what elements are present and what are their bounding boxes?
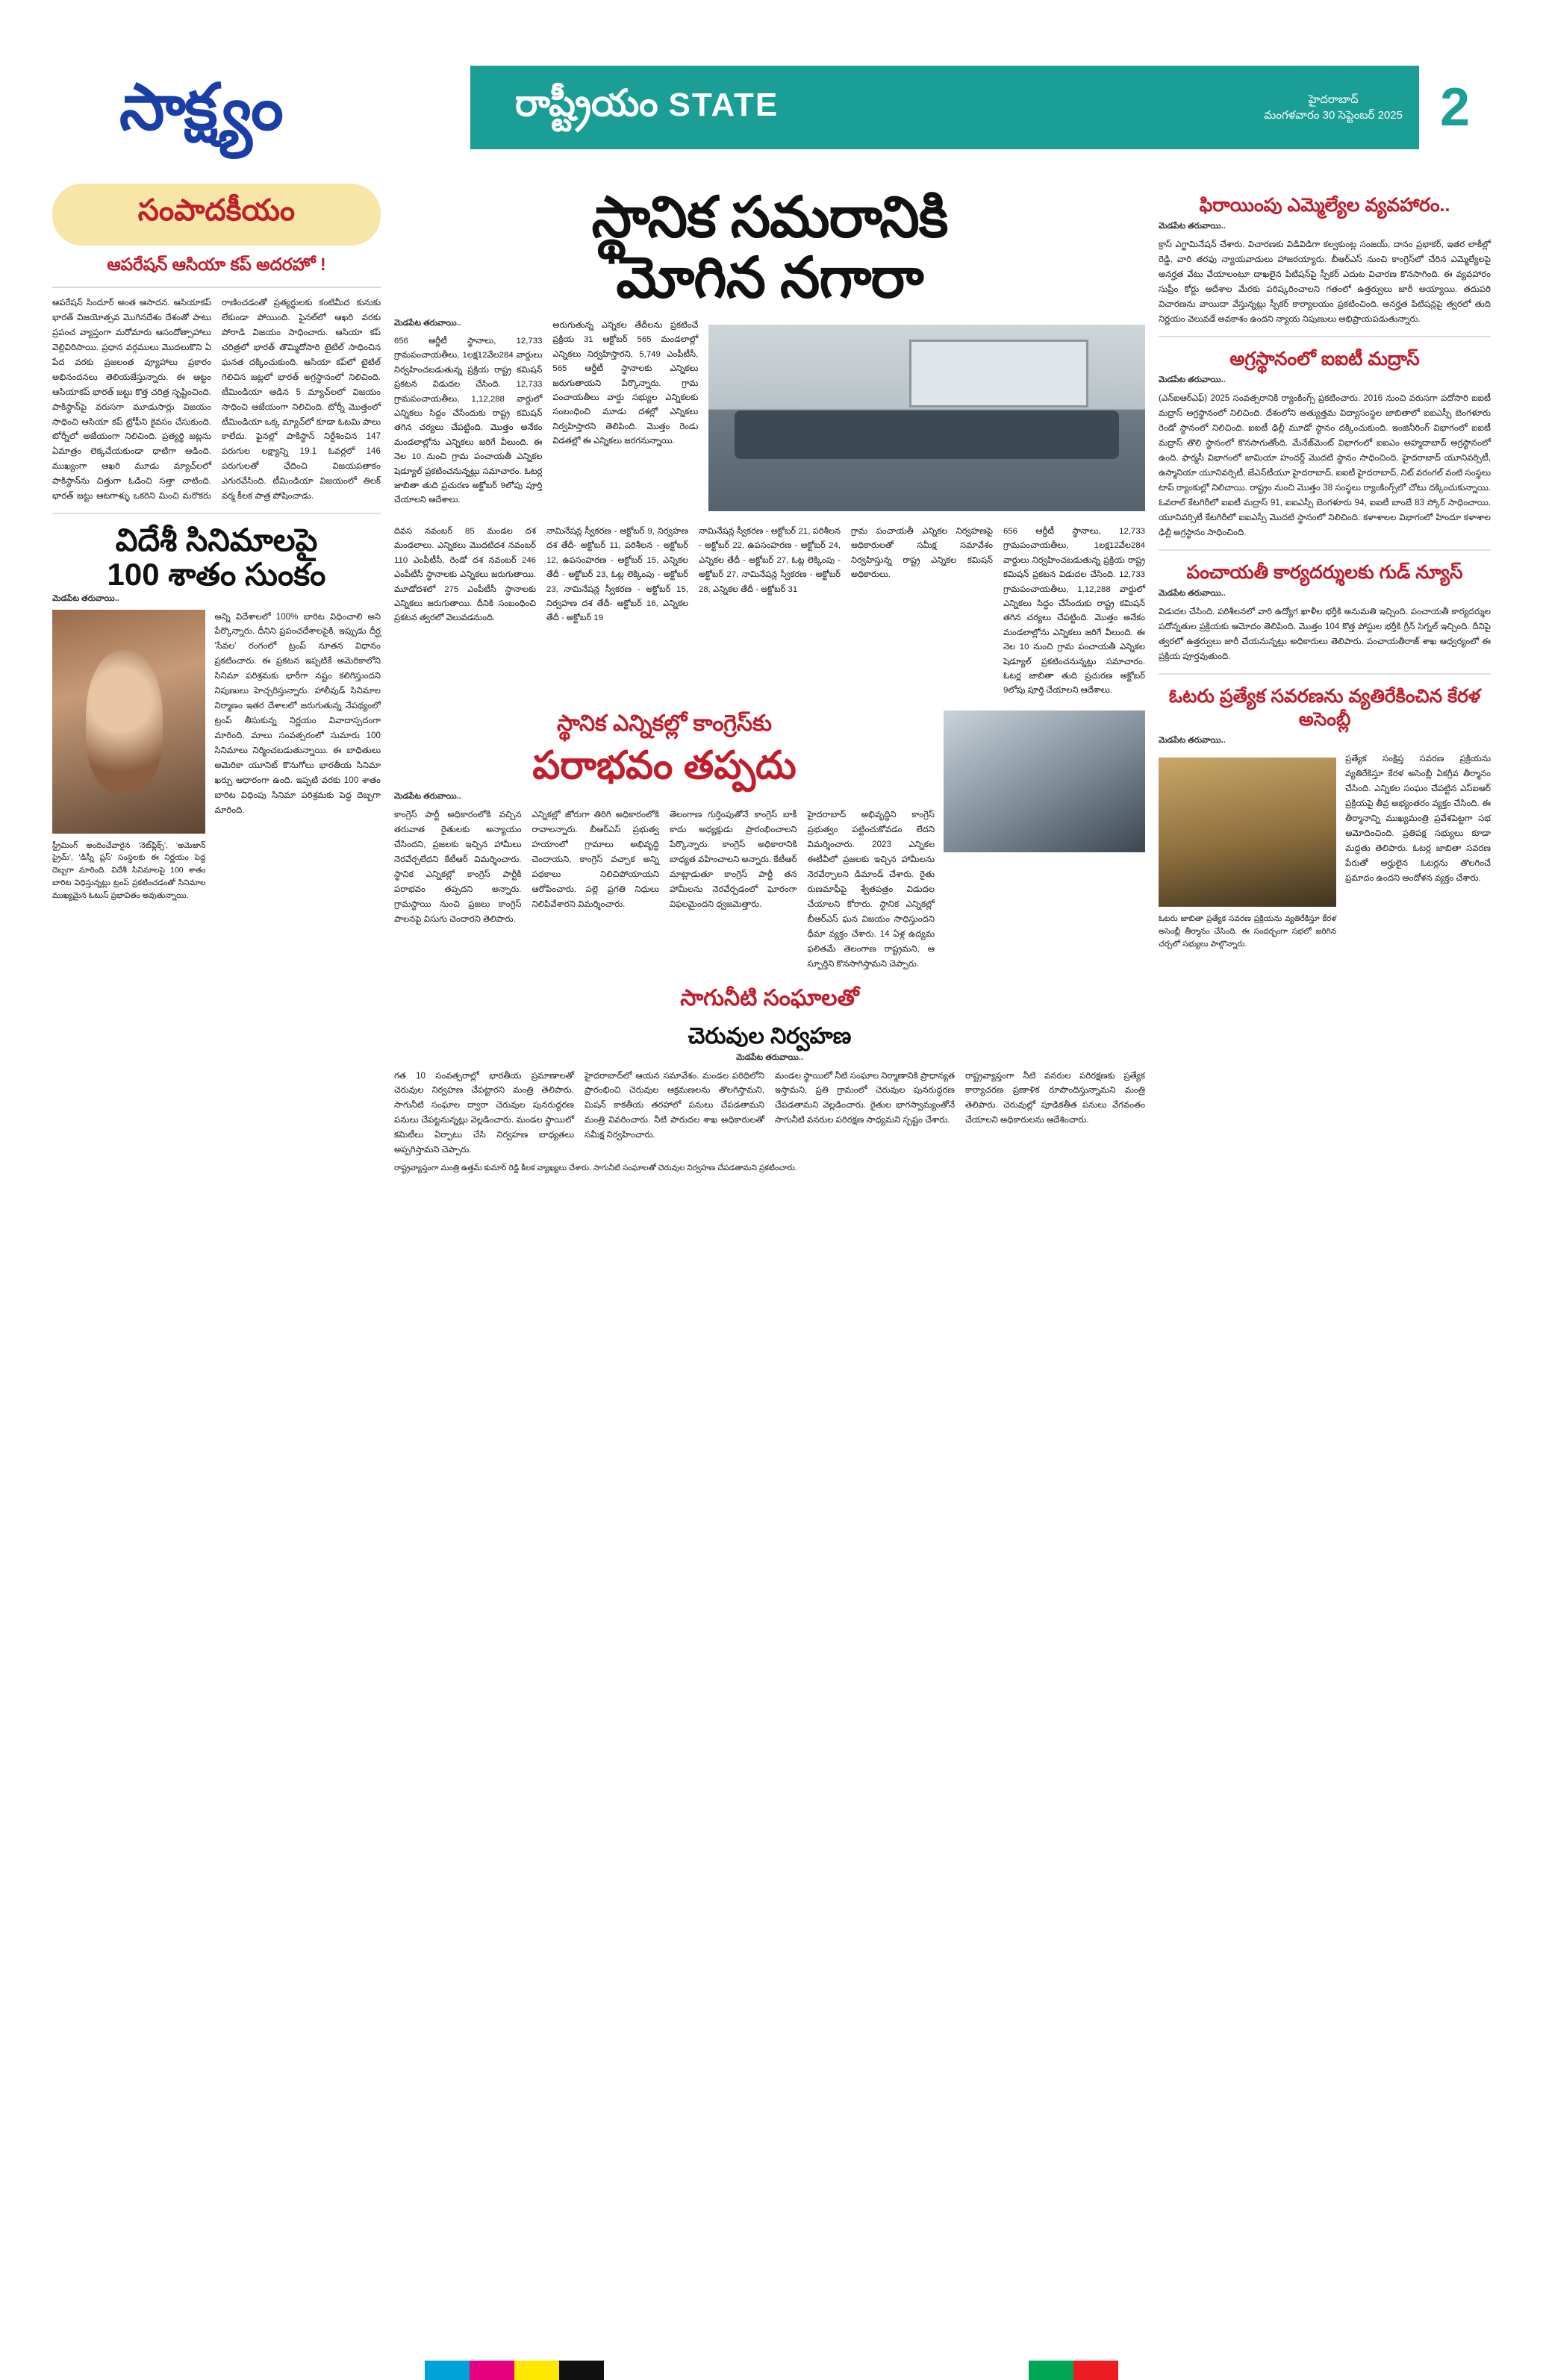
lead-col-2: అరుగుతున్న ఎన్నికల తేదీలను ప్రకటించే ప్రక్రియ 31 ఆక్టోబర్ 565 మండలాల్లో ఎన్నికలు నిర్వహిస్తారని, 5,749 ఎంపీటీసీ, 565 ఆర్డీటీ స్థానాలకు ఎన్నికలు జరుగుతాయని పేర్కొన్నారు. గ్రామ పంచాయతీలు వార్డు సభ్యుల ఎన్నికలకు సంబంధించి మూడు దశల్లో ఎన్నికలు నిర్వహిస్తారని తెలిపింది. మొత్తం రెండు విడతల్లో ఈ ఎన్నికలు జరగనున్నాయి. [552, 321, 699, 446]
logo-text: సాక్ష్యం [119, 72, 282, 143]
water-col-4: రాష్ట్రవ్యాప్తంగా నీటి వనరుల పరిరక్షణకు ప్రత్యేక కార్యాచరణ ప్రణాళిక రూపొందిస్తున్నామని మంత్రి తెలిపారు. చెరువుల్లో పూడికతీత పనులు వేగవంతం చేయాలని అధికారులను ఆదేశించారు. [965, 1070, 1145, 1125]
masthead [52, 45, 1491, 170]
right-section-4-byline: మెడపేట తరువాయి.. [1159, 736, 1226, 745]
congress-col-3: తెలంగాణ గుర్తింపుతోనే కాంగ్రెస్ బాకీ కాదు అధ్యక్షుడు ప్రారంభించాలని పేర్కొన్నారు. కాంగ్రెస్ అధికారానికి బాధ్యత వహించాలని అన్నారు. కేటీఆర్ మాట్లాడుతూ కాంగ్రెస్ పార్టీ తన హామీలను నెరవేర్చడంలో ఘోరంగా విఫలమైందని ధ్వజమెత్తారు. [670, 810, 797, 910]
editorial-badge [52, 184, 381, 246]
lead-byline: మెడపేట తరువాయి.. [394, 319, 461, 328]
right-section-3-byline: మెడపేట తరువాయి.. [1159, 588, 1226, 598]
right-section-4-body: ప్రత్యేక సంక్షిప్త సవరణ ప్రక్రియను వ్యతిరేకిస్తూ కేరళ అసెంబ్లీ ఏకగ్రీవ తీర్మానం చేసింది. ఎన్నికల సంఘం చేపట్టిన ఎస్ఐఆర్ ప్రక్రియపై తీవ్ర అభ్యంతరం వ్యక్తం చేసింది. ఈ తీర్మానాన్ని ముఖ్యమంత్రి ప్రవేశపెట్టగా సభ ఆమోదించింది. ప్రతిపక్ష సభ్యులు కూడా మద్దతు తెలిపారు. ఓటర్ల జాబితా సవరణ పేరుతో అర్హులైన ఓటర్లను తొలగించే ప్రమాదం ఉందని ఆందోళన వ్యక్తం చేశారు. [1345, 754, 1491, 883]
lead-col-4: నామినేషన్ల స్వీకరణ - అక్టోబర్ 9, నిర్వహణ దశ తేదీ- అక్టోబర్ 11, పరిశీలన - అక్టోబర్ 12, ఉపసంహరణ - అక్టోబర్ 15, ఎన్నికల తేదీ - అక్టోబర్ 23, ఓట్ల లెక్కింపు - అక్టోబర్ 23, నామినేషన్ల స్వీకరణ - అక్టోబర్ 15, నిర్వహణ దశ తేదీ- అక్టోబర్ 16, ఎన్నికల తేదీ - అక్టోబర్ 19 [546, 527, 688, 623]
water-caption: రాష్ట్రవ్యాప్తంగా మంత్రి ఉత్తమ్ కుమార్ రెడ్డి కీలక వ్యాఖ్యలు చేశారు. సాగునీటి సంఘాలతో చెరువుల నిర్వహణ చేపడతామని ప్రకటించారు. [394, 1164, 797, 1173]
water-col-1: గత 10 సంవత్సరాల్లో భారతీయ ప్రమాణాలతో చెరువుల నిర్వహణ చేపట్టారని మంత్రి తెలిపారు. సాగునీటి సంఘాల ద్వారా చెరువుల పునరుద్ధరణ పనులు చేపట్టనున్నట్లు వెల్లడించారు. మండల స్థాయిలో కమిటీలు ఏర్పాటు చేసి నిర్వహణ బాధ్యతలు అప్పగిస్తామని చెప్పారు. [394, 1070, 574, 1155]
edition-date: మంగళవారం 30 సెప్టెంబర్ 2025 [1264, 109, 1403, 122]
foreign-film-headline-line2: 100 శాతం సుంకం [107, 557, 326, 593]
editorial-body: ఆపరేషన్ సిందూర్ అంత ఆసాదన. ఆసియాకప్ భారత్ విజయోత్సవ మొగినదేశం దేశంతో పాటు ప్రపంచ వ్యాప్తంగా మరోమారు ఆసందోత్సాహాలు వెల్లివిరిసాయి. ప్రధాన వర్గములు మొదలుకొని ఏ పేద వరకు ప్రజలంత వ్యూహాలు ప్రకారం అభినందనలు తెలియజేస్తున్నారు. ఈ ఆట్టం ఆసియాకప్ భారత్ జట్టు కొత్త చరిత్ర సృష్టించింది. పాకిస్థాన్‌పై వరుసగా మూడుసార్లు విజయం సాధించి ఆసియా కప్ ట్రోఫీని కైవసం చేసుకుంది. టోర్నీలో అజేయంగా నిలిచింది. ప్రత్యర్థి జట్లను ఏమాత్రం లెక్కచేయకుండా ధాటిగా ఆడింది. ముఖ్యంగా ఆఖరి మూడు మ్యాచ్‌లలో పాకిస్థాన్‌ను చిత్తుగా ఓడించి సత్తా చాటింది. భారత్ జట్టు ఆటగాళ్ళు ఒకరిని మించి మరొకరు రాణించడంతో ప్రత్యర్థులకు కంటిమీద కునుకు లేకుండా పోయింది. ఫైనల్‌లో ఆఖరి వరకు పోరాడి విజయం సాధించారు. ఆసియా కప్ చరిత్రలో భారత్ తొమ్మిదోసారి టైటిల్ సాధించిన ఘనత దక్కించుకుంది. ఆసియా కప్‌లో టైటిల్ గెలిచిన జట్లలో భారత్ అగ్రస్థానంలో నిలిచింది. టీమిండియా ఆడిన 5 మ్యాచ్‌లలో విజయం సాధించి ఆజేయంగా నిలిచింది. టోర్నీ మొత్తంలో టీమిండియా ఒక్క మ్యాచ్‌లో కూడా ఓటమి పాలు కాలేదు. ఫైనల్లో పాకిస్థాన్ నిర్దేశించిన 147 పరుగుల లక్ష్యాన్ని 19.1 ఓవర్లలో 146 పరుగులతో ఛేదించి విజయపతాకం ఎగురవేసింది. టీమిండియా విజయంలో తిలక్ వర్మ కీలక పాత్ర పోషించాడు. [52, 298, 381, 502]
divider [52, 513, 381, 514]
foreign-film-headline-line1: విదేశీ సినిమాలపై [115, 522, 318, 558]
editorial-column [52, 184, 381, 1175]
right-column [1159, 184, 1491, 1175]
section-title [515, 81, 779, 134]
ktr-photo [944, 710, 1145, 852]
page-number: 2 [1419, 66, 1491, 149]
water-headline-line2: చెరువుల నిర్వహణ [688, 1024, 852, 1049]
divider [1159, 673, 1491, 675]
congress-byline: మెడపేట తరువాయి.. [394, 792, 461, 802]
foreign-film-headline [52, 523, 381, 592]
lead-photo-caption: గ్రామ పంచాయతీ ఎన్నికల నిర్వహణపై అధికారులతో సమీక్ష సమావేశం నిర్వహిస్తున్న రాష్ట్ర ఎన్నికల కమిషన్ అధికారులు. [851, 527, 993, 580]
lead-col-1: 656 ఆర్డీటీ స్థానాలు, 12,733 గ్రామపంచాయతీలు, 1లక్ష12వేల284 వార్డులు నిర్వహించబడుతున్న ప్రక్రియ రాష్ట్ర కమిషన్ ప్రకటన విడుదల చేసింది. 12,733 గ్రామపంచాయతీలు, 1,12,288 వార్డులో ఎన్నికలు సిద్దం చేసేందుకు రాష్ట్ర కమిషన్ తగిన చర్యలు చేపట్టింది. మొత్తం అనేకం మండలాల్లోను ఎన్నికలు జరిగే వీలుంది. ఈ నెల 10 నుంచి గ్రామ పంచాయతీ ఎన్నికల షెడ్యూల్ ప్రకటించనున్నట్లు సమాచారం. ఓటర్ల జాబితా తుది ప్రచురణ అక్టోబర్ 9లోపు పూర్తి చేయాలని ఆదేశాలు. [394, 337, 543, 505]
section-title-english: STATE [668, 86, 779, 123]
kerala-assembly-caption: ఓటరు జాబితా ప్రత్యేక సవరణ ప్రక్రియను వ్యతిరేకిస్తూ కేరళ అసెంబ్లీ తీర్మానం చేసింది. ఈ సందర్భంగా సభలో జరిగిన చర్చలో సభ్యులు పాల్గొన్నారు. [1159, 914, 1337, 949]
right-section-3-title: పంచాయతీ కార్యదర్శులకు గుడ్ న్యూస్ [1186, 561, 1463, 583]
print-registration-bar [0, 2361, 1543, 2380]
lead-headline [394, 188, 1145, 308]
editorial-badge-label: సంపాదకీయం [137, 194, 296, 227]
water-col-3: మండల స్థాయిలో నీటి సంఘాల నిర్మాణానికి ప్రాధాన్యత ఇస్తామని, ప్రతి గ్రామంలో చెరువుల పునరుద్ధరణ చేపడతామని వెల్లడించారు. రైతుల భాగస్వామ్యంతోనే సాగునీటి వనరుల పరిరక్షణ సాధ్యమని స్పష్టం చేశారు. [775, 1070, 955, 1125]
right-section-1-body: క్రాస్ ఎగ్జామినేషన్ చేశారు. విచారణకు విడివిడిగా కల్వకుంట్ల సంజయ్, దానం ప్రభాకర్, ఇతర లాకీల్లో రెడ్డి, వారి తరఫు న్యాయవాదులు హాజరయ్యారు. బీఆర్ఎస్ నుంచి కాంగ్రెస్‌లో చేరిన ఎమ్మెల్యేలపై అనర్హత వేటు వేయాలంటూ దాఖలైన పిటిషన్‌పై స్పీకర్ ఎదుట విచారణ కొనసాగింది. ఈ వ్యవహారం సుప్రీం కోర్టు ఆదేశాల మేరకు పరిష్కరించాలని గతంలో ఉత్తర్వులు జారీ అయ్యాయి. తదుపరి విచారణను వాయిదా వేస్తున్నట్లు స్పీకర్ కార్యాలయం ప్రకటించింది. అనర్హత పిటిషన్లపై త్వరలో తుది నిర్ణయం వెలువడే అవకాశం ఉందని న్యాయ నిపుణులు అభిప్రాయపడుతున్నారు. [1159, 240, 1491, 324]
kerala-assembly-photo [1159, 758, 1336, 907]
foreign-film-body: అన్ని విదేశాలలో 100% బారిట విధించాలి అని పేర్కొన్నారు. దీనిని ప్రపంచదేశాలపైకి, ఇప్పుడు దీర్ఘ 'సేవల' రంగంలో ట్రంప్ నూతన విధానం ప్రకటించారు. ఈ ప్రకటన ఇప్పటికే అమెరికాలోని సినిమా పరిశ్రమకు భారీగా నష్టం కలిగిస్తుందని నిపుణులు హెచ్చరిస్తున్నారు. హాలీవుడ్ సినిమాల నిర్మాణం ఇతర దేశాలలో జరుగుతున్న నేపథ్యంలో ట్రంప్ తీసుకున్న నిర్ణయం వివాదాస్పదంగా మారింది. మాలు సంవత్సరంలో సుమారు 100 సినిమాలు నిర్మించబడుతున్నాయి. ఈ బాధితులు అమెరికా యూనిట్ కొనుగోలు భారతీయ సినిమా ఖర్చు ఆధారంగా ఉంది. ఇప్పటి వరకు 100 శాతం బారిట విధింపు సినిమా పరిశ్రమకు పెద్ద దెబ్బగా మారింది. [214, 611, 381, 815]
right-section-1-title: ఫిరాయింపు ఎమ్మెల్యేల వ్యవహారం.. [1199, 195, 1450, 216]
right-section-2-body: (ఎన్ఐఆర్ఎఫ్) 2025 సంవత్సరానికి ర్యాంకింగ్స్ ప్రకటించారు. 2016 నుంచి వరుసగా పదోసారి ఐఐటీ మద్రాస్ అగ్రస్థానంలో నిలిచింది. దేశంలోని అత్యుత్తమ విద్యాసంస్థల జాబితాలో ఐఐఎస్సీ బెంగళూరు రెండో స్థానంలో నిలిచింది. ఐఐటీ ఢిల్లీ మూడో స్థానం దక్కించుకుంది. ఇంజినీరింగ్ విభాగంలో ఐఐటీ మద్రాస్ తొలి స్థానంలో కొనసాగుతోంది. మేనేజ్‌మెంట్ విభాగంలో ఐఐఎం అహ్మదాబాద్ అగ్రస్థానంలో ఉంది. ఫార్మసీ విభాగంలో జామియా హందర్ద్ మొదటి స్థానం సాధించింది. హైదరాబాద్ యూనివర్సిటీ, ఉస్మానియా యూనివర్సిటీ, జేఎన్‌టీయూ హైదరాబాద్, ఐఐటీ హైదరాబాద్, నిట్ వరంగల్ వంటి సంస్థలు టాప్ ర్యాంకుల్లో నిలిచాయి. రాష్ట్రం నుంచి మొత్తం 38 సంస్థలు ర్యాంకింగ్స్‌లో చోటు దక్కించుకున్నాయి. ఓవరాల్ కేటగిరీలో ఐఐటీ మద్రాస్ 91, ఐఐఎస్సీ బెంగళూరు 94, ఐఐటీ బాంబే 83 స్కోర్ సాధించాయి. యూనివర్సిటీ కేటగిరీలో ఐఐఎస్సీ మొదటి స్థానంలో నిలిచింది. కళాశాలల విభాగంలో హిందూ కళాశాల ఢిల్లీ అగ్రస్థానం సాధించింది. [1159, 393, 1491, 537]
divider [1159, 549, 1491, 551]
lead-col-3: దివస నవంబర్ 85 మండల దశ మండలాలు. ఎన్నికలు మొదటిదశ నవంబర్ 110 ఎంపీటీసీ, రెండో దశ నవంబర్ 246 ఎంపీటీసీ స్థానాలకు ఎన్నికలు జరుగుతాయి. మూడోదశలో 275 ఎంపీటీసీ స్థానాలకు ఎన్నికలు జరుగుతాయి. దీనికి సంబంధించి ప్రకటన త్వరలో వెలువడనుంది. [394, 527, 536, 623]
lead-col-extra: 656 ఆర్డీటీ స్థానాలు, 12,733 గ్రామపంచాయతీలు, 1లక్ష12వేల284 వార్డులు నిర్వహించబడుతున్న ప్రక్రియ రాష్ట్ర కమిషన్ ప్రకటన విడుదల చేసింది. 12,733 గ్రామపంచాయతీలు, 1,12,288 వార్డులో ఎన్నికలు సిద్దం చేసేందుకు రాష్ట్ర కమిషన్ తగిన చర్యలు చేపట్టింది. మొత్తం అనేకం మండలాల్లోను ఎన్నికలు జరిగే వీలుంది. ఈ నెల 10 నుంచి గ్రామ పంచాయతీ ఎన్నికల షెడ్యూల్ ప్రకటించనున్నట్లు సమాచారం. ఓటర్ల జాబితా తుది ప్రచురణ అక్టోబర్ 9లోపు పూర్తి చేయాలని ఆదేశాలు. [1003, 527, 1145, 696]
publication-logo [52, 45, 470, 170]
lead-photo [708, 325, 1145, 511]
right-section-1-byline: మెడపేట తరువాయి.. [1159, 222, 1226, 231]
congress-col-1: కాంగ్రెస్ పార్టీ అధికారంలోకి వచ్చిన తరువాత రైతులకు అన్యాయం చేసిందని, ప్రజలకు ఇచ్చిన హామీలు నెరవేర్చలేదని కేటీఆర్ విమర్శించారు. స్థానిక ఎన్నికల్లో కాంగ్రెస్ పార్టీకి పరాభవం తప్పదని అన్నారు. గ్రామస్థాయి నుంచి ప్రజలు కాంగ్రెస్ పాలనపై విసుగు చెందారని తెలిపారు. [394, 810, 522, 924]
foreign-film-byline: మెడపేట తరువాయి.. [52, 593, 119, 603]
right-section-2-title: అగ్రస్థానంలో ఐఐటీ మద్రాస్ [1229, 348, 1420, 369]
page-content [52, 184, 1491, 1175]
congress-col-4: హైదరాబాద్ అభివృద్ధిని కాంగ్రెస్ ప్రభుత్వం పట్టించుకోవడం లేదని విమర్శించారు. 2023 ఎన్నికల ఈటీవీలో ప్రజలకు ఇచ్చిన హామీలను నెరవేర్చాలని డిమాండ్ చేశారు. రైతు రుణమాఫీపై శ్వేతపత్రం విడుదల చేయాలని కోరారు. స్థానిక ఎన్నికల్లో బీఆర్ఎస్ ఘన విజయం సాధిస్తుందని ధీమా వ్యక్తం చేశారు. 14 ఏళ్ల ఉద్యమ ఫలితమే తెలంగాణ రాష్ట్రమని, ఆ స్ఫూర్తిని కొనసాగిస్తామని చెప్పారు. [807, 810, 935, 969]
editorial-headline: ఆపరేషన్ ఆసియా కప్ అదరహో ! [52, 254, 381, 288]
edition-meta [1264, 92, 1419, 123]
section-banner [470, 66, 1491, 149]
right-section-3-body: విడుదల చేసింది. పరిశీలనలో వారి ఉద్యోగ ఖాళీల భర్తీకి అనుమతి ఇచ్చింది. పంచాయతీ కార్యదర్శుల పదోన్నతుల ప్రక్రియకు ఆమోదం తెలిపింది. మొత్తం 104 కొత్త పోస్టుల భర్తీకి గ్రీన్ సిగ్నల్ ఇచ్చింది. దీనిపై త్వరలో ఉత్తర్వులు జారీ చేయనున్నట్లు అధికారులు తెలిపారు. పంచాయతీరాజ్ శాఖ ఆధ్వర్యంలో ఈ ప్రక్రియ పూర్తవుతుంది. [1159, 606, 1491, 661]
lead-headline-line1: స్థానిక సమరానికి [591, 186, 948, 249]
right-section-4-title: ఓటరు ప్రత్యేక సవరణను వ్యతిరేకించిన కేరళ అసెంబ్లీ [1168, 685, 1481, 730]
section-title-telugu: రాష్ట్రీయం [515, 81, 658, 124]
right-section-2-byline: మెడపేట తరువాయి.. [1159, 375, 1226, 385]
lead-col-5: నామినేషన్ల స్వీకరణ - అక్టోబర్ 21, పరిశీలన - అక్టోబర్ 22, ఉపసంహరణ - అక్టోబర్ 24, ఎన్నికల తేదీ - అక్టోబర్ 27, ఓట్ల లెక్కింపు - అక్టోబర్ 27, నామినేషన్ల స్వీకరణ - అక్టోబర్ 28, ఎన్నికల తేదీ - అక్టోబర్ 31 [699, 527, 841, 594]
water-col-2: హైదరాబాద్‌లో ఆయన సమావేశం. మండల పరిధిలోని ప్రారంభించి చెరువుల ఆక్రమణలను తొలగిస్తామని, మిషన్ కాకతీయ తరహాలో పనులు చేపడతామని మంత్రి వివరించారు. నీటి పారుదల శాఖ అధికారులతో సమీక్ష నిర్వహించారు. [585, 1070, 764, 1140]
edition-city: హైదరాబాద్ [1308, 93, 1359, 106]
lead-story-column [394, 184, 1145, 1175]
divider [1159, 336, 1491, 337]
water-byline: మెడపేట తరువాయి.. [736, 1052, 803, 1062]
lead-headline-line2: మోగిన నగారా [616, 246, 923, 310]
trump-photo-caption: స్ట్రీమింగ్ అందించేవారైన 'నెట్‌ఫ్లిక్స్', 'అమెజాన్ ప్రైమ్', 'డిస్నీ ప్లస్' సంస్థలకు ఈ నిర్ణయం పెద్ద దెబ్బగా మారింది. విదేశీ సినిమాలపై 100 శాతం బారిట విధిస్తున్నట్లు ట్రంప్ ప్రకటించడంతో సినిమాల ముఖ్యమైన ఓటుస్ ప్రభావితం అవుతున్నాయి. [52, 840, 206, 900]
congress-headline-line2: పరాభవం తప్పదు [532, 744, 797, 788]
congress-headline-line1: స్థానిక ఎన్నికల్లో కాంగ్రెస్‌కు [556, 710, 773, 736]
water-headline-line1: సాగునీటి సంఘాలతో [680, 985, 859, 1011]
congress-col-2: ఎన్నికల్లో జోరుగా తిరిగి అధికారంలోకి రావాలన్నారు. బీఆర్ఎస్ ప్రభుత్వ హయాంలో గ్రామాలు అభివృద్ధి చెందాయని, కాంగ్రెస్ వచ్చాక అన్ని పథకాలు నిలిచిపోయాయని ఆరోపించారు. పల్లె ప్రగతి నిధులు నిలిపివేశారని విమర్శించారు. [532, 810, 659, 910]
trump-photo [52, 610, 205, 834]
